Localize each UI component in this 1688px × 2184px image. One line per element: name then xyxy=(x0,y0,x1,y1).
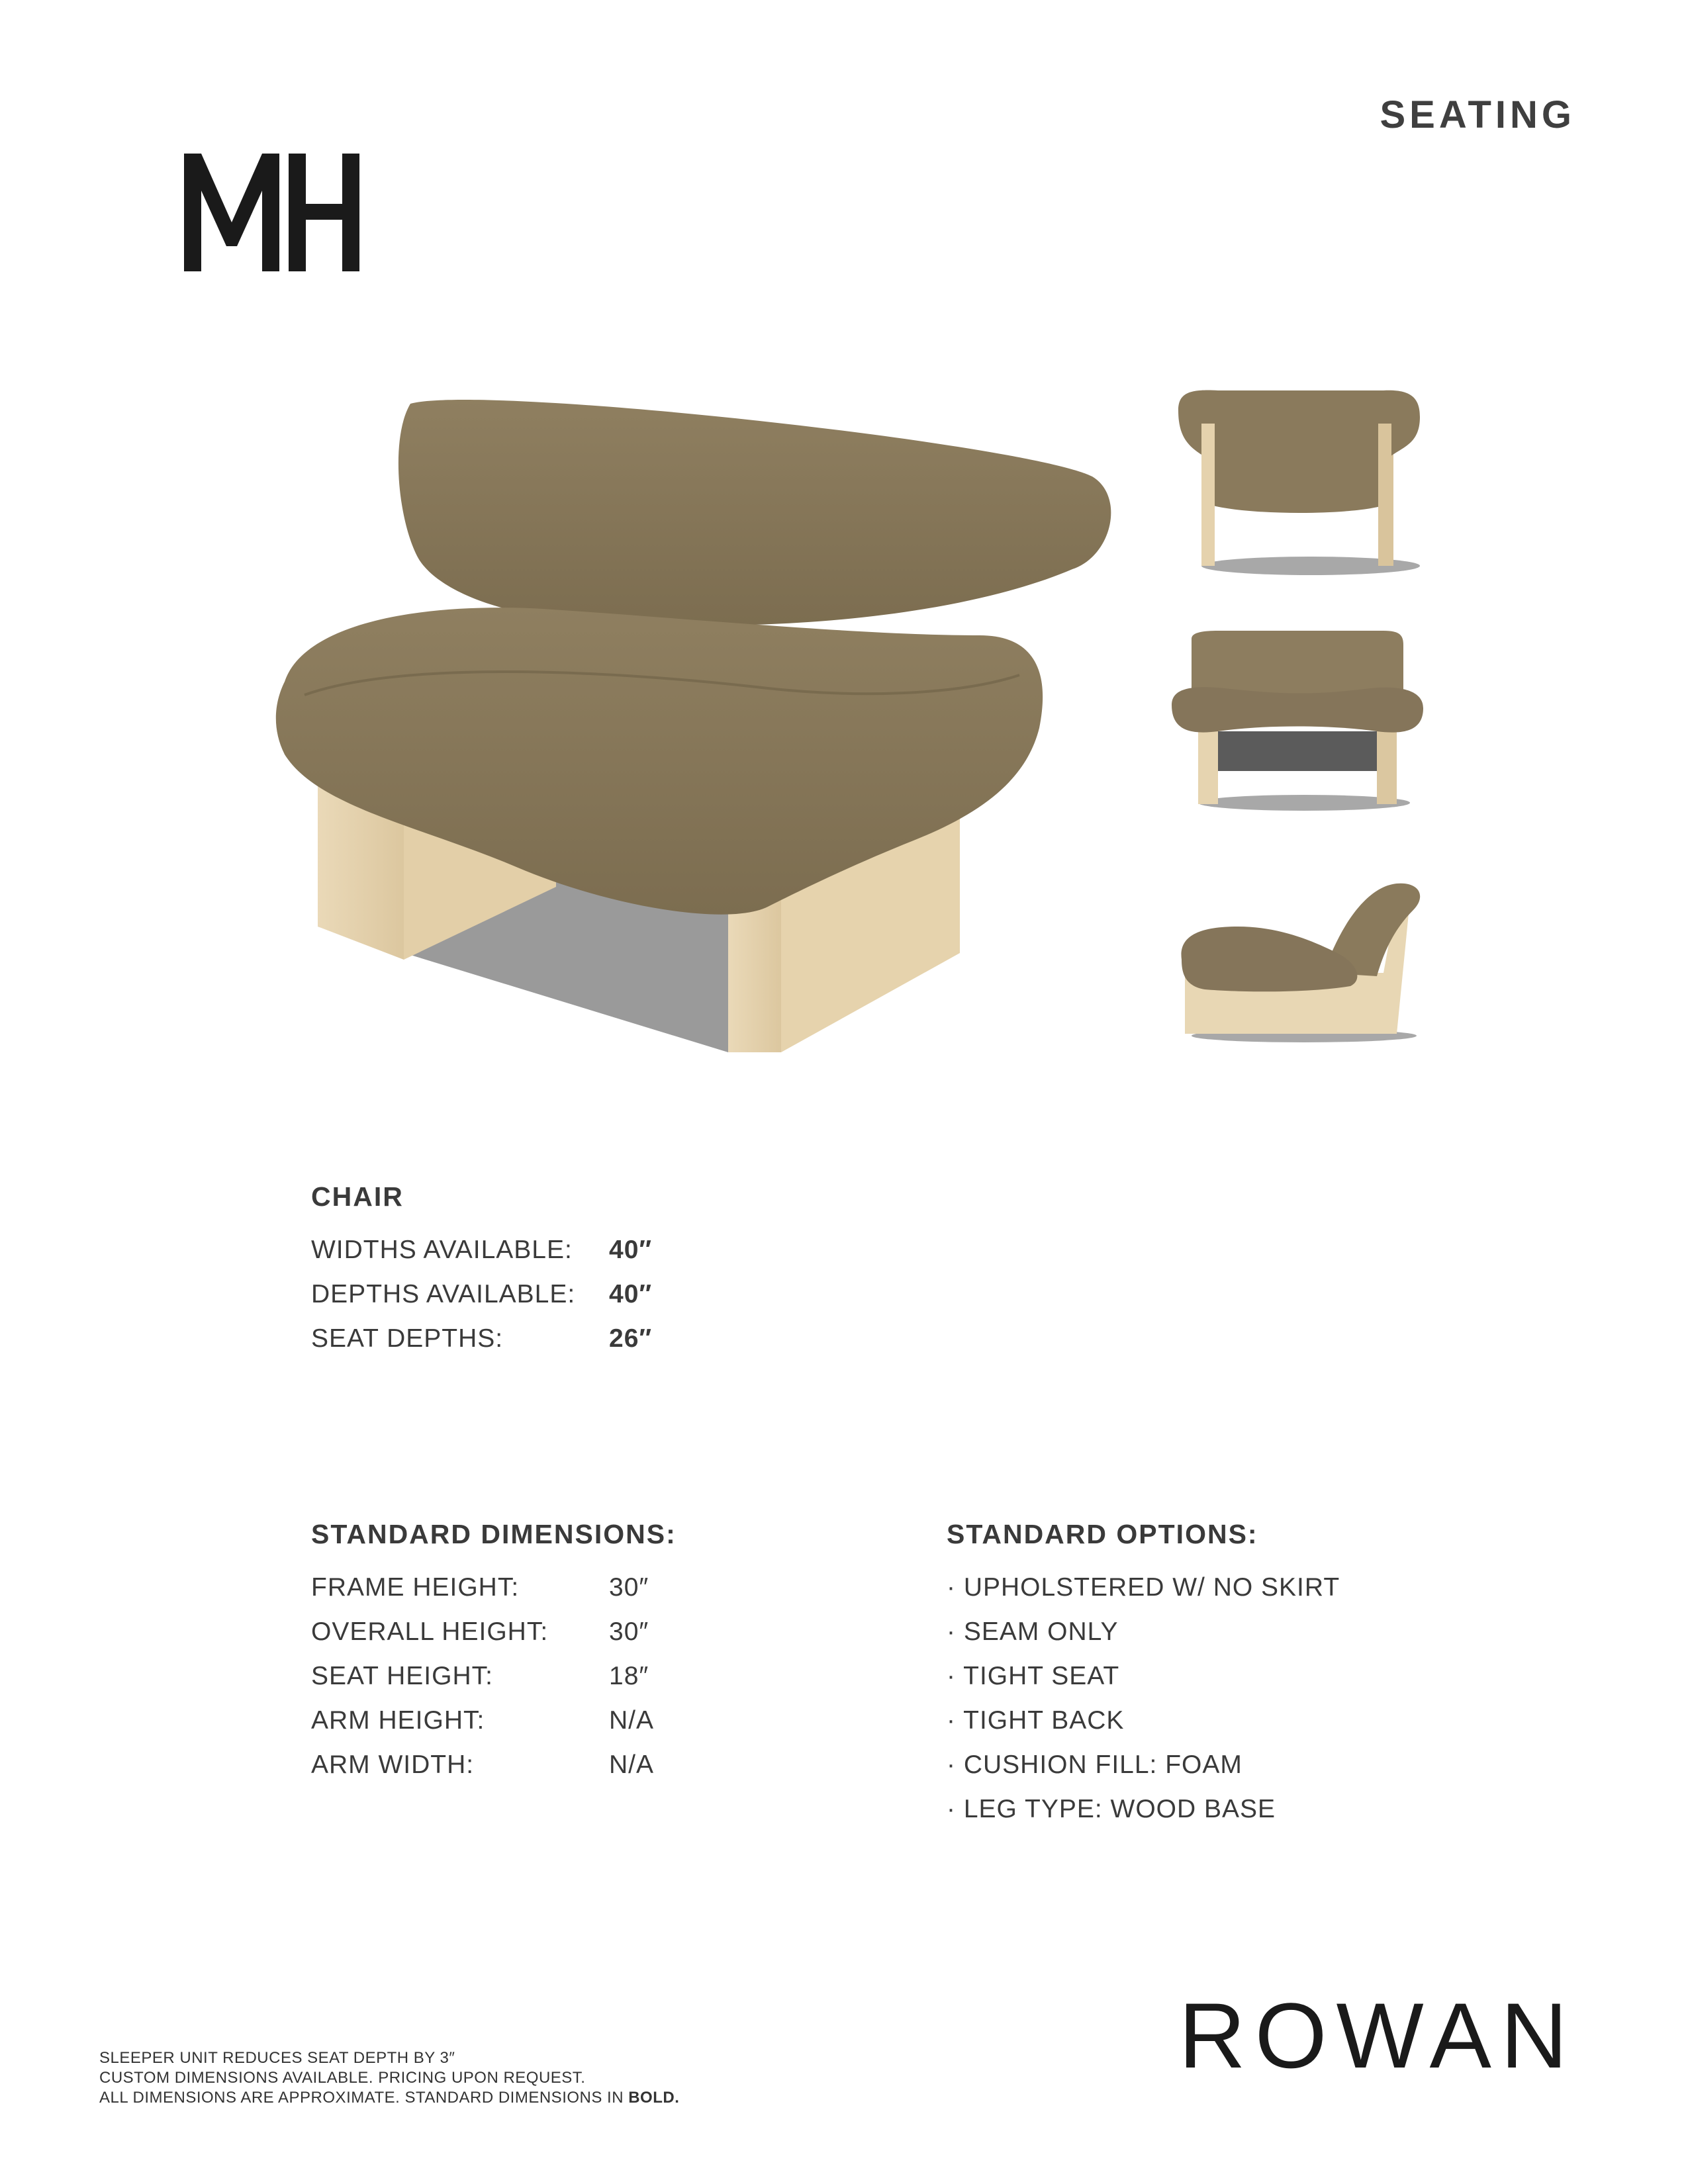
option-item: · LEG TYPE: WOOD BASE xyxy=(947,1795,1276,1823)
dimension-value: N/A xyxy=(609,1751,655,1779)
footer-note: CUSTOM DIMENSIONS AVAILABLE. PRICING UPON REQUEST. xyxy=(99,2069,586,2087)
dimension-row xyxy=(311,1698,654,1743)
dimension-row xyxy=(311,1654,654,1698)
spec-row xyxy=(311,1228,652,1272)
chair-back-view-image xyxy=(1165,384,1430,596)
dimension-row xyxy=(311,1743,654,1787)
spec-row xyxy=(311,1316,652,1361)
footer-note-bold: BOLD. xyxy=(628,2089,680,2107)
chair-specs xyxy=(311,1228,652,1361)
option-item: · TIGHT BACK xyxy=(947,1706,1125,1735)
option-item: · TIGHT SEAT xyxy=(947,1662,1120,1690)
dimension-label: SEAT HEIGHT: xyxy=(311,1662,493,1690)
product-name: ROWAN xyxy=(1178,1983,1577,2087)
dimensions-section-title: STANDARD DIMENSIONS: xyxy=(311,1519,677,1549)
footer-note: SLEEPER UNIT REDUCES SEAT DEPTH BY 3″ xyxy=(99,2049,455,2067)
dimension-value: 18″ xyxy=(609,1662,649,1690)
dimension-label: FRAME HEIGHT: xyxy=(311,1573,520,1602)
footer-notes xyxy=(99,2048,679,2108)
chair-front-view-image xyxy=(1165,625,1430,837)
option-item: · CUSHION FILL: FOAM xyxy=(947,1751,1243,1779)
footer-note xyxy=(99,2088,679,2108)
dimension-value: 30″ xyxy=(609,1617,649,1646)
mh-logo xyxy=(184,154,359,271)
spec-label: SEAT DEPTHS: xyxy=(311,1324,504,1353)
spec-value: 26″ xyxy=(609,1324,653,1353)
chair-section-title: CHAIR xyxy=(311,1181,404,1212)
spec-label: WIDTHS AVAILABLE: xyxy=(311,1236,573,1264)
dimension-value: 30″ xyxy=(609,1573,649,1602)
dimension-row xyxy=(311,1565,654,1610)
options-section-title: STANDARD OPTIONS: xyxy=(947,1519,1258,1549)
option-item: · UPHOLSTERED W/ NO SKIRT xyxy=(947,1573,1340,1602)
dimension-value: N/A xyxy=(609,1706,655,1735)
spec-value: 40″ xyxy=(609,1236,653,1264)
spec-row xyxy=(311,1272,652,1316)
dimension-label: ARM WIDTH: xyxy=(311,1751,475,1779)
dimension-label: OVERALL HEIGHT: xyxy=(311,1617,549,1646)
chair-side-view-image xyxy=(1165,860,1430,1072)
dimension-row xyxy=(311,1610,654,1654)
option-item: · SEAM ONLY xyxy=(947,1617,1119,1646)
dimensions-specs xyxy=(311,1565,654,1787)
footer-note-text: ALL DIMENSIONS ARE APPROXIMATE. STANDARD DIMENSIONS IN xyxy=(99,2089,624,2107)
spec-label: DEPTHS AVAILABLE: xyxy=(311,1280,576,1308)
dimension-label: ARM HEIGHT: xyxy=(311,1706,485,1735)
chair-hero-image xyxy=(265,384,1125,1079)
options-list xyxy=(947,1565,1340,1831)
category-label: SEATING xyxy=(1380,93,1575,136)
spec-value: 40″ xyxy=(609,1280,653,1308)
